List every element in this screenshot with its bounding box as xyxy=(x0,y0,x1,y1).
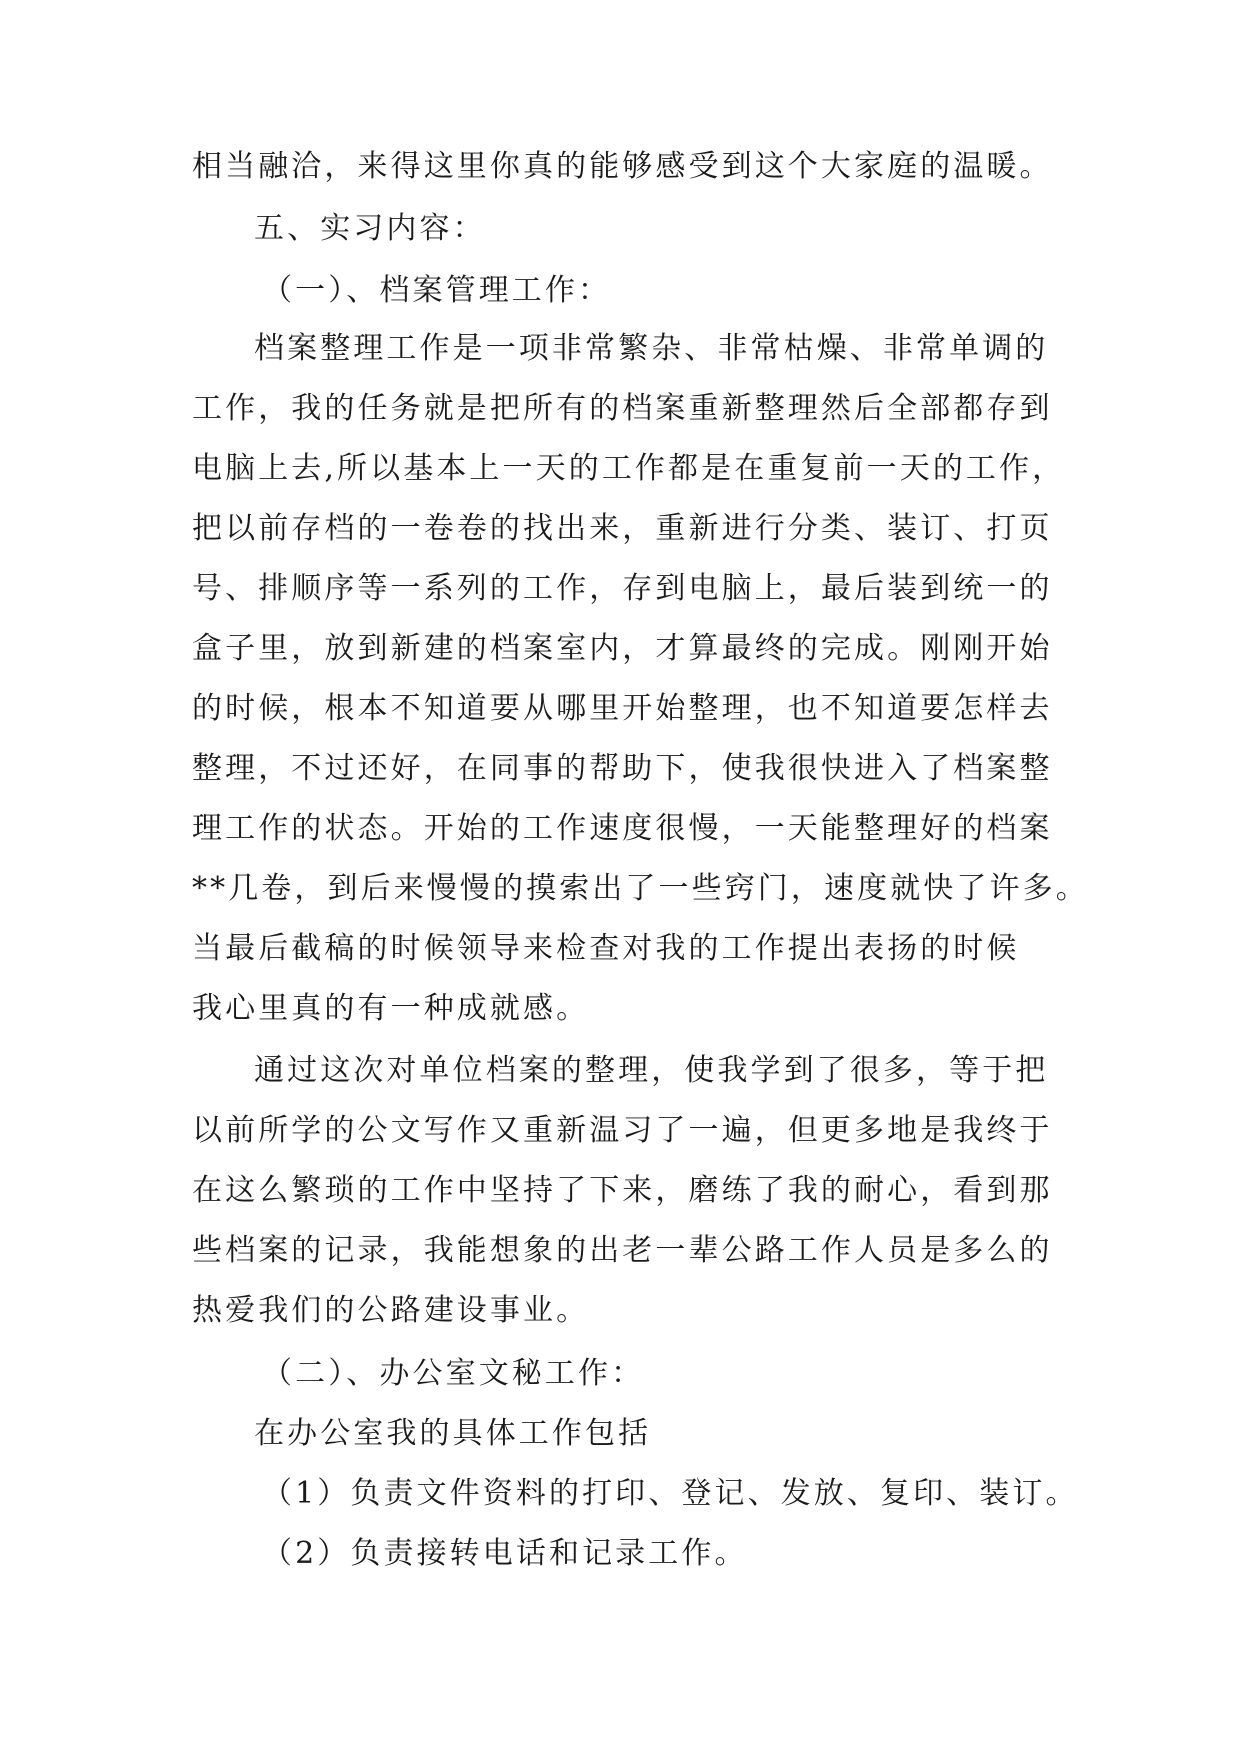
subsection-heading: （二）、办公室文秘工作： xyxy=(262,1356,645,1391)
paragraph-line: 的时候，根本不知道要从哪里开始整理，也不知道要怎样去 xyxy=(192,691,1053,726)
paragraph-line: 通过这次对单位档案的整理，使我学到了很多，等于把 xyxy=(254,1053,1049,1088)
paragraph-line: 在办公室我的具体工作包括 xyxy=(254,1416,652,1451)
list-item: （2）负责接转电话和记录工作。 xyxy=(262,1536,748,1571)
paragraph-line: 整理，不过还好，在同事的帮助下，使我很快进入了档案整 xyxy=(192,751,1053,786)
paragraph-line: 档案整理工作是一项非常繁杂、非常枯燥、非常单调的 xyxy=(254,331,1049,366)
subsection-heading: （一）、档案管理工作： xyxy=(262,273,612,308)
paragraph-line: 相当融洽，来得这里你真的能够感受到这个大家庭的温暖。 xyxy=(192,149,1053,184)
paragraph-line: 盒子里，放到新建的档案室内，才算最终的完成。刚刚开始 xyxy=(192,631,1053,666)
list-item: （1）负责文件资料的打印、登记、发放、复印、装订。 xyxy=(262,1476,1079,1511)
paragraph-line: 在这么繁琐的工作中坚持了下来，磨练了我的耐心，看到那 xyxy=(192,1173,1053,1208)
paragraph-line: 我心里真的有一种成就感。 xyxy=(192,991,590,1026)
paragraph-line: 电脑上去,所以基本上一天的工作都是在重复前一天的工作， xyxy=(192,451,1066,486)
paragraph-line: 理工作的状态。开始的工作速度很慢，一天能整理好的档案 xyxy=(192,811,1053,846)
paragraph-line: 把以前存档的一卷卷的找出来，重新进行分类、装订、打页 xyxy=(192,511,1053,546)
paragraph-line: 当最后截稿的时候领导来检查对我的工作提出表扬的时候 xyxy=(192,931,1020,966)
paragraph-line: 热爱我们的公路建设事业。 xyxy=(192,1293,590,1328)
section-heading: 五、实习内容： xyxy=(254,211,486,246)
paragraph-line: 以前所学的公文写作又重新温习了一遍，但更多地是我终于 xyxy=(192,1113,1053,1148)
paragraph-line: 工作，我的任务就是把所有的档案重新整理然后全部都存到 xyxy=(192,391,1053,426)
paragraph-line: 号、排顺序等一系列的工作，存到电脑上，最后装到统一的 xyxy=(192,571,1053,606)
paragraph-line: **几卷，到后来慢慢的摸索出了一些窍门，速度就快了许多。 xyxy=(192,871,1089,906)
paragraph-line: 些档案的记录，我能想象的出老一辈公路工作人员是多么的 xyxy=(192,1233,1053,1268)
